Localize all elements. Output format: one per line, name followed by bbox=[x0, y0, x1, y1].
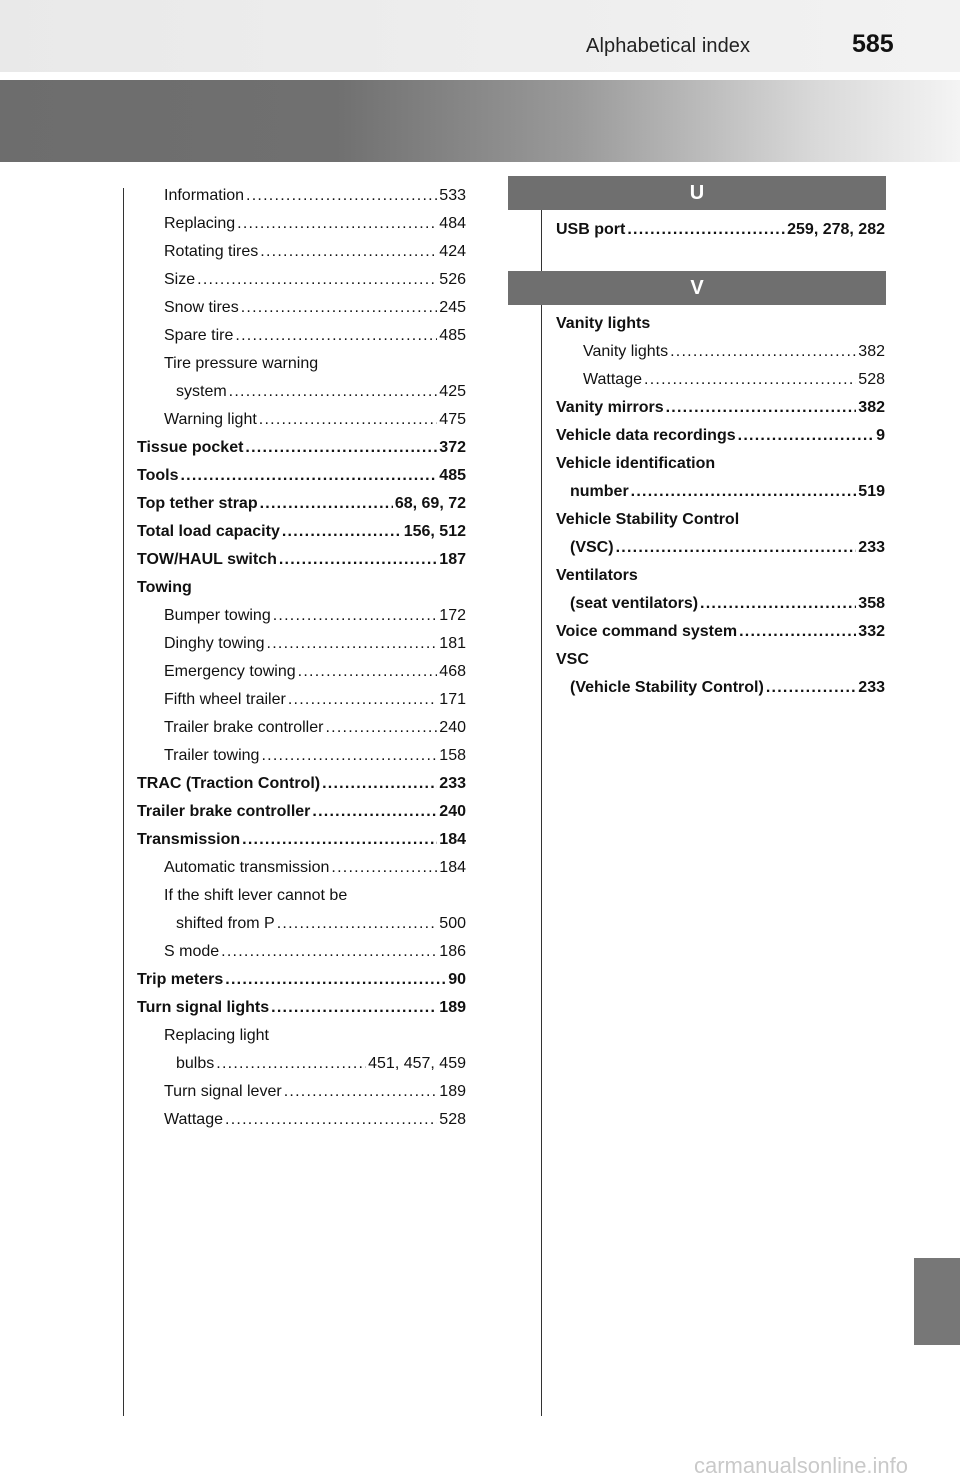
index-entry: Trailer brake controller . . . 240 bbox=[137, 800, 466, 824]
index-entry: (Vehicle Stability Control) . . . 233 bbox=[570, 676, 885, 700]
section-heading-u: U bbox=[508, 176, 886, 210]
index-entry: Trip meters . . . 90 bbox=[137, 968, 466, 992]
index-entry: number . . . 519 bbox=[570, 480, 885, 504]
index-subentry: Wattage . . . 528 bbox=[583, 368, 885, 392]
index-subentry: system . . . 425 bbox=[176, 380, 466, 404]
index-subentry: Wattage . . . 528 bbox=[164, 1108, 466, 1132]
section-tab bbox=[914, 1258, 960, 1345]
index-subentry: Turn signal lever . . . 189 bbox=[164, 1080, 466, 1104]
index-entry: TRAC (Traction Control) . . . 233 bbox=[137, 772, 466, 796]
index-entry: Turn signal lights . . . 189 bbox=[137, 996, 466, 1020]
index-subentry: bulbs . . . 451, 457, 459 bbox=[176, 1052, 466, 1076]
header-title: Alphabetical index bbox=[586, 35, 751, 57]
index-entry: Voice command system . . . 332 bbox=[556, 620, 885, 644]
index-subentry: Dinghy towing . . . 181 bbox=[164, 632, 466, 656]
index-entry: Tissue pocket . . . 372 bbox=[137, 436, 466, 460]
index-entry: Total load capacity . . . 156, 512 bbox=[137, 520, 466, 544]
page-header bbox=[0, 0, 960, 72]
index-subentry: Bumper towing . . . 172 bbox=[164, 604, 466, 628]
index-entry: VSC bbox=[556, 651, 589, 668]
index-subentry: Trailer brake controller . . . 240 bbox=[164, 716, 466, 740]
index-subentry: Vanity lights . . . 382 bbox=[583, 340, 885, 364]
index-subentry: Size . . . 526 bbox=[164, 268, 466, 292]
watermark-text: carmanualsonline.info bbox=[694, 1453, 909, 1478]
index-subentry: Information . . . 533 bbox=[164, 184, 466, 208]
index-entry: Vanity mirrors . . . 382 bbox=[556, 396, 885, 420]
index-subentry: Fifth wheel trailer . . . 171 bbox=[164, 688, 466, 712]
header-banner bbox=[0, 80, 960, 162]
index-subentry: shifted from P . . . 500 bbox=[176, 912, 466, 936]
index-entry: Transmission . . . 184 bbox=[137, 828, 466, 852]
index-subentry: Replacing . . . 484 bbox=[164, 212, 466, 236]
center-rule bbox=[541, 210, 542, 1416]
index-entry: Vehicle identification bbox=[556, 455, 716, 472]
index-subentry: Replacing light bbox=[164, 1027, 269, 1044]
index-entry: USB port . . . 259, 278, 282 bbox=[556, 218, 885, 242]
index-subentry: Snow tires . . . 245 bbox=[164, 296, 466, 320]
left-rule bbox=[123, 188, 124, 1416]
index-subentry: Spare tire . . . 485 bbox=[164, 324, 466, 348]
index-subentry: If the shift lever cannot be bbox=[164, 887, 348, 904]
index-subentry: Emergency towing . . . 468 bbox=[164, 660, 466, 684]
index-entry: Towing bbox=[137, 579, 192, 596]
index-entry: Vehicle Stability Control bbox=[556, 511, 740, 528]
index-entry: Ventilators bbox=[556, 567, 638, 584]
index-entry: Vanity lights bbox=[556, 315, 651, 332]
index-entry: Tools . . . 485 bbox=[137, 464, 466, 488]
index-entry: Vehicle data recordings . . . 9 bbox=[556, 424, 885, 448]
page-number: 585 bbox=[852, 30, 894, 58]
index-subentry: Rotating tires . . . 424 bbox=[164, 240, 466, 264]
index-subentry: Tire pressure warning bbox=[164, 355, 319, 372]
section-heading-v: V bbox=[508, 271, 886, 305]
index-subentry: Automatic transmission . . . 184 bbox=[164, 856, 466, 880]
index-subentry: Warning light . . . 475 bbox=[164, 408, 466, 432]
index-entry: Top tether strap . . . 68, 69, 72 bbox=[137, 492, 466, 516]
index-subentry: Trailer towing . . . 158 bbox=[164, 744, 466, 768]
index-entry: (VSC) . . . 233 bbox=[570, 536, 885, 560]
index-subentry: S mode . . . 186 bbox=[164, 940, 466, 964]
index-entry: TOW/HAUL switch . . . 187 bbox=[137, 548, 466, 572]
index-entry: (seat ventilators) . . . 358 bbox=[570, 592, 885, 616]
